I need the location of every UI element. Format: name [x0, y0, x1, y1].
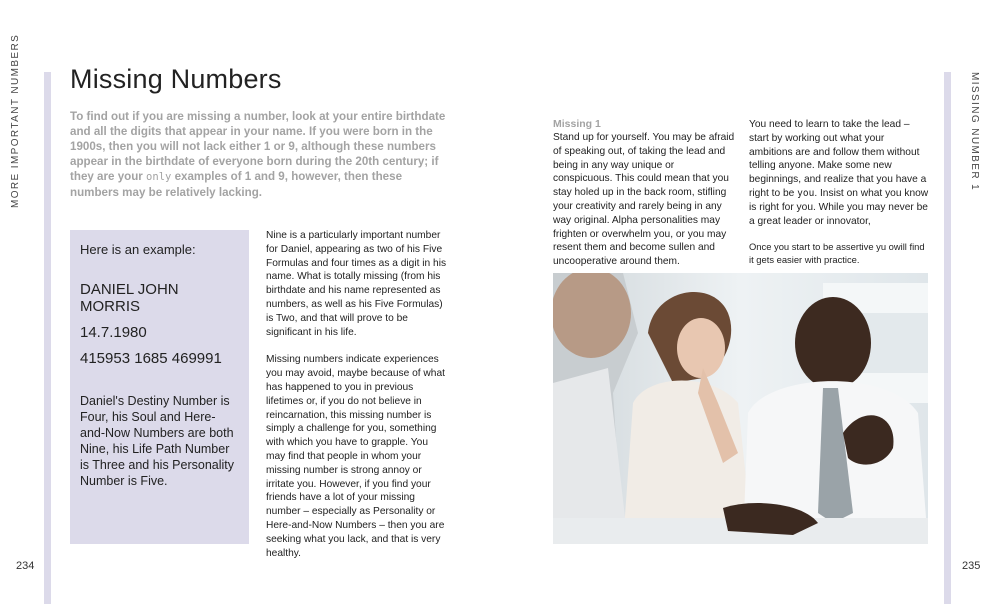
left-body-column	[266, 229, 448, 574]
left-running-head: MORE IMPORTANT NUMBERS	[10, 33, 21, 208]
meeting-photo-illustration	[553, 273, 928, 544]
left-page-rail	[44, 72, 51, 604]
example-panel	[70, 230, 249, 544]
intro-emphasis: only	[146, 171, 172, 183]
intro-paragraph	[70, 109, 450, 200]
right-body-column-1: Stand up for yourself. You may be afraid of speaking out, of taking the lead and being in any way unique or conspicuous. This could mean that you stay holed up in the back room, stifling your creativity and rarely being in any way original. Alpha personalities may frighten or overwhelm you, or you may resent them and become sullen and uncooperative around them.	[553, 132, 735, 268]
body-paragraph-1: Nine is a particularly important number for Daniel, appearing as two of his Five Formulas and four times as a digit in his name. What is totally missing (from his birthdate and his name represented as numbers, as well as his Five Formulas) is Two, and that will prove to be significant in his life.	[266, 230, 447, 338]
meeting-photo	[553, 273, 928, 544]
example-intro: Here is an example:	[80, 242, 196, 257]
example-numbers: 415953 1685 469991	[80, 350, 222, 367]
right-page-rail	[944, 72, 951, 604]
intro-text-start: To find out if you are missing a number, look at your entire birthdate and all the digits that appear in your name. If you were born in the 1900s, then you will not lack either 1 or 9, although these numbers appear in the birthdate of everyone born during the 20th century; if they are your	[70, 110, 446, 183]
intro-text-end: examples of 1 and 9, however, then these numbers may be relatively lacking.	[70, 170, 403, 199]
example-summary: Daniel's Destiny Number is Four, his Soul and Here-and-Now Numbers are both Nine, his Life Path Number is Three and his Personality Number is Five.	[80, 394, 235, 488]
page-title: Missing Numbers	[70, 64, 282, 94]
left-page-number: 234	[16, 560, 35, 572]
right-col2-paragraph-1	[749, 118, 929, 228]
right-running-head: MISSING NUMBER 1	[969, 72, 980, 192]
right-col2-text-end: . Insist on what you know is right for you. While you may never be a great leader or innovator,	[749, 187, 929, 227]
example-name: DANIEL JOHN MORRIS	[80, 281, 179, 315]
body-paragraph-2: Missing numbers indicate experiences you may avoid, maybe because of what has happened to you in previous lifetimes or, if you do not believe in reincarnation, this missing number is simply a challenge for you, something with which you have to grapple. You may find that people in whom your missing number is strong annoy or irritate you. However, if you find your friends have a lot of your missing number – especially as Personality or Here-and-Now Numbers – then you are seeking what you lack, and that is very healthy.	[266, 354, 445, 559]
right-col2-paragraph-2: Once you start to be assertive yu owill find it gets easier with practice.	[749, 241, 925, 266]
example-date: 14.7.1980	[80, 324, 147, 341]
right-page-number: 235	[962, 560, 981, 572]
right-col2-text-start: You need to learn to take the lead – start by working out what your ambitions are and follow them without telling anyone. Make some new beginnings, and realize that you have a right to be	[749, 119, 927, 199]
right-col2-emphasis: you	[797, 187, 815, 199]
right-body-column-2	[749, 118, 929, 278]
section-heading: Missing 1	[553, 118, 601, 130]
